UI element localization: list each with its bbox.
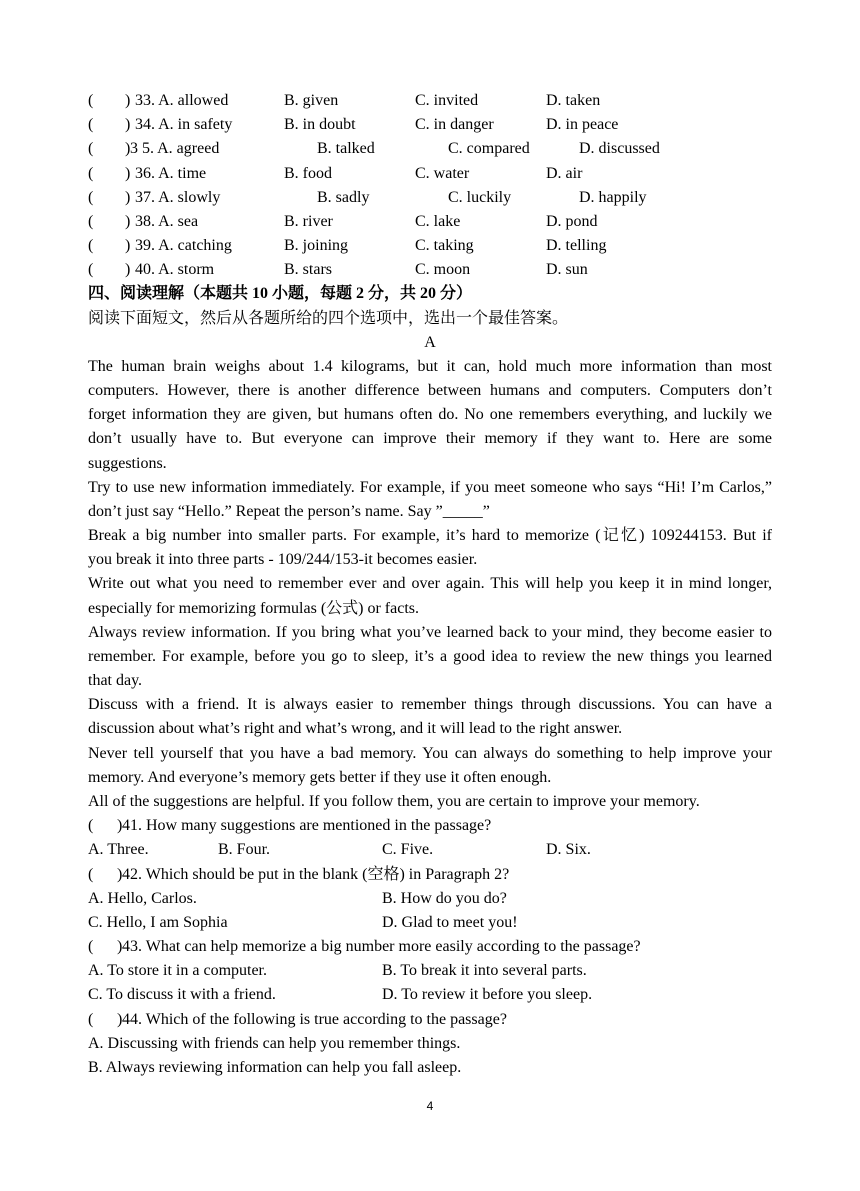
option-b: B. joining — [284, 237, 349, 255]
option-c: C. To discuss it with a friend. — [88, 986, 276, 1004]
answer-bracket-close: ) — [117, 865, 123, 883]
answer-bracket-open: ( — [88, 164, 94, 182]
option-d: D. Six. — [546, 841, 591, 859]
question-42 — [88, 863, 772, 887]
passage-line: Always review information. If you bring what you’ve learned back to your mind, they become easier to — [88, 623, 772, 641]
passage-paragraph — [88, 693, 772, 741]
page-content — [88, 89, 772, 1080]
option-a: A. Hello, Carlos. — [88, 889, 197, 907]
question-number: 34. — [135, 116, 155, 134]
option-b: B. Four. — [218, 841, 271, 859]
answer-bracket-close: ) — [125, 237, 131, 255]
option-a: A. agreed — [157, 140, 220, 158]
passage-line: discussion about what’s right and what’s wrong, and it will lead to the right answer. — [88, 720, 623, 738]
question-43-options-cd — [88, 983, 772, 1007]
question-number: 36. — [135, 164, 155, 182]
passage-paragraph — [88, 476, 772, 524]
answer-bracket-open: ( — [88, 116, 94, 134]
passage-line: All of the suggestions are helpful. If you follow them, you are certain to improve your memory. — [88, 792, 700, 810]
cloze-row-38 — [88, 210, 772, 234]
question-stem — [122, 814, 491, 838]
passage-paragraph — [88, 524, 772, 572]
question-number: 39. — [135, 237, 155, 255]
answer-bracket-open: ( — [88, 261, 94, 279]
cloze-row-33 — [88, 89, 772, 113]
option-a: A. Three. — [88, 841, 149, 859]
cloze-stem — [135, 162, 206, 186]
answer-bracket-open: ( — [88, 212, 94, 230]
question-43-options-ab — [88, 959, 772, 983]
question-44-option-b — [88, 1056, 772, 1080]
passage-line: you break it into three parts - 109/244/153-it becomes easier. — [88, 551, 478, 569]
answer-bracket-close: ) — [125, 140, 131, 158]
option-b: B. Always reviewing information can help you fall asleep. — [88, 1058, 462, 1076]
cloze-row-37 — [88, 186, 772, 210]
question-text: How many suggestions are mentioned in the passage? — [146, 817, 492, 835]
passage-paragraph — [88, 621, 772, 694]
question-42-options-ab — [88, 887, 772, 911]
passage-line: don’t just say “Hello.” Repeat the person’s name. Say ”_____” — [88, 502, 490, 520]
option-a: A. sea — [158, 212, 199, 230]
option-b: B. To break it into several parts. — [382, 962, 587, 980]
option-c: C. water — [415, 164, 470, 182]
option-c: C. Hello, I am Sophia — [88, 913, 228, 931]
question-41-options — [88, 838, 772, 862]
answer-bracket-open: ( — [88, 817, 94, 835]
answer-bracket-close: ) — [117, 938, 123, 956]
option-a: A. storm — [158, 261, 215, 279]
cloze-stem — [135, 186, 220, 210]
question-number: 3 5. — [130, 140, 154, 158]
cloze-stem — [135, 258, 214, 282]
question-number: 43. — [122, 938, 142, 956]
option-b: B. food — [284, 164, 332, 182]
page-number: 4 — [426, 1099, 434, 1113]
cloze-stem — [135, 113, 232, 137]
passage-line: Try to use new information immediately. For example, if you meet someone who says “Hi! I’m Carlos,” — [88, 478, 772, 496]
option-a: A. slowly — [158, 188, 221, 206]
cloze-stem — [135, 89, 228, 113]
answer-bracket-close: ) — [125, 116, 131, 134]
passage-line: suggestions. — [88, 454, 167, 472]
question-42-options-cd — [88, 911, 772, 935]
answer-bracket-open: ( — [88, 188, 94, 206]
option-c: C. lake — [415, 212, 461, 230]
option-a: A. allowed — [158, 92, 229, 109]
cloze-row-35 — [88, 137, 772, 161]
passage-line: Break a big number into smaller parts. For example, it’s hard to memorize (记忆) 109244153. But if — [88, 527, 772, 545]
passage-line: especially for memorizing formulas (公式) or facts. — [88, 599, 420, 617]
section-instruction: 阅读下面短文，然后从各题所给的四个选项中，选出一个最佳答案。 — [88, 309, 569, 327]
passage-line: Write out what you need to remember ever and over again. This will help you keep it in mind longer, — [88, 575, 772, 593]
question-44 — [88, 1008, 772, 1032]
option-b: B. talked — [317, 140, 375, 158]
question-text: What can help memorize a big number more easily according to the passage? — [145, 938, 641, 956]
answer-bracket-close: ) — [125, 92, 131, 109]
option-d: D. taken — [546, 92, 601, 109]
question-text: Which of the following is true according to the passage? — [145, 1010, 507, 1028]
option-b: B. river — [284, 212, 333, 230]
passage-line: computers. However, there is another difference between humans and computers. Computers don’t — [88, 382, 772, 400]
question-41 — [88, 814, 772, 838]
option-c: C. taking — [415, 237, 474, 255]
passage-line: remember. For example, before you go to sleep, it’s a good idea to review the new things you learned — [88, 647, 772, 665]
passage-line: don’t usually have to. But everyone can improve their memory if they want to. Here are some — [88, 430, 772, 448]
answer-bracket-open: ( — [88, 237, 94, 255]
option-b: B. sadly — [317, 188, 370, 206]
option-a: A. To store it in a computer. — [88, 962, 267, 980]
question-number: 38. — [135, 212, 155, 230]
option-c: C. invited — [415, 92, 479, 109]
passage-paragraph — [88, 355, 772, 476]
option-c: C. Five. — [382, 841, 434, 859]
passage-line: Discuss with a friend. It is always easier to remember things through discussions. You can have a — [88, 696, 772, 714]
answer-bracket-close: ) — [117, 1010, 123, 1028]
option-b: B. given — [284, 92, 339, 109]
answer-bracket-open: ( — [88, 92, 94, 109]
answer-bracket-open: ( — [88, 865, 94, 883]
cloze-row-34 — [88, 113, 772, 137]
cloze-row-39 — [88, 234, 772, 258]
passage-paragraph — [88, 742, 772, 790]
option-a: A. in safety — [158, 116, 233, 134]
passage-label: A — [424, 333, 436, 351]
question-stem — [122, 1008, 507, 1032]
answer-bracket-open: ( — [88, 1010, 94, 1028]
option-d: D. sun — [546, 261, 588, 279]
option-c: C. in danger — [415, 116, 494, 134]
cloze-stem — [130, 137, 219, 161]
passage-line: memory. And everyone’s memory gets better if they use it often enough. — [88, 768, 552, 786]
section-heading: 四、阅读理解（本题共 10 小题，每题 2 分，共 20 分） — [88, 285, 473, 303]
passage-line: The human brain weighs about 1.4 kilograms, but it can, hold much more information than most — [88, 357, 772, 375]
option-b: B. How do you do? — [382, 889, 507, 907]
cloze-stem — [135, 234, 232, 258]
question-text: Which should be put in the blank (空格) in Paragraph 2? — [145, 865, 510, 883]
cloze-stem — [135, 210, 198, 234]
option-d: D. happily — [579, 188, 647, 206]
question-stem — [122, 863, 509, 887]
option-a: A. Discussing with friends can help you remember things. — [88, 1034, 461, 1052]
option-d: D. discussed — [579, 140, 660, 158]
answer-bracket-open: ( — [88, 938, 94, 956]
option-d: D. pond — [546, 212, 598, 230]
answer-bracket-close: ) — [125, 212, 131, 230]
question-number: 37. — [135, 188, 155, 206]
option-c: C. compared — [448, 140, 530, 158]
passage-line: Never tell yourself that you have a bad memory. You can always do something to help improve your — [88, 744, 772, 762]
question-number: 44. — [122, 1010, 142, 1028]
option-d: D. air — [546, 164, 583, 182]
question-stem — [122, 935, 641, 959]
question-number: 40. — [135, 261, 155, 279]
passage-paragraph — [88, 572, 772, 620]
answer-bracket-close: ) — [125, 188, 131, 206]
option-d: D. Glad to meet you! — [382, 913, 518, 931]
option-a: A. time — [158, 164, 207, 182]
option-d: D. telling — [546, 237, 607, 255]
passage-paragraph — [88, 790, 772, 814]
option-c: C. luckily — [448, 188, 512, 206]
question-number: 33. — [135, 92, 155, 109]
option-b: B. in doubt — [284, 116, 356, 134]
option-a: A. catching — [158, 237, 232, 255]
question-number: 42. — [122, 865, 142, 883]
cloze-row-40 — [88, 258, 772, 282]
option-b: B. stars — [284, 261, 332, 279]
question-43 — [88, 935, 772, 959]
passage-line: forget information they are given, but humans often do. No one remembers everything, and luckily we — [88, 406, 772, 424]
passage-line: that day. — [88, 672, 143, 690]
cloze-row-36 — [88, 162, 772, 186]
answer-bracket-close: ) — [125, 261, 131, 279]
question-44-option-a — [88, 1032, 772, 1056]
answer-bracket-close: ) — [125, 164, 131, 182]
option-d: D. To review it before you sleep. — [382, 986, 593, 1004]
answer-bracket-close: ) — [117, 817, 123, 835]
option-c: C. moon — [415, 261, 471, 279]
answer-bracket-open: ( — [88, 140, 94, 158]
question-number: 41. — [122, 817, 142, 835]
option-d: D. in peace — [546, 116, 619, 134]
